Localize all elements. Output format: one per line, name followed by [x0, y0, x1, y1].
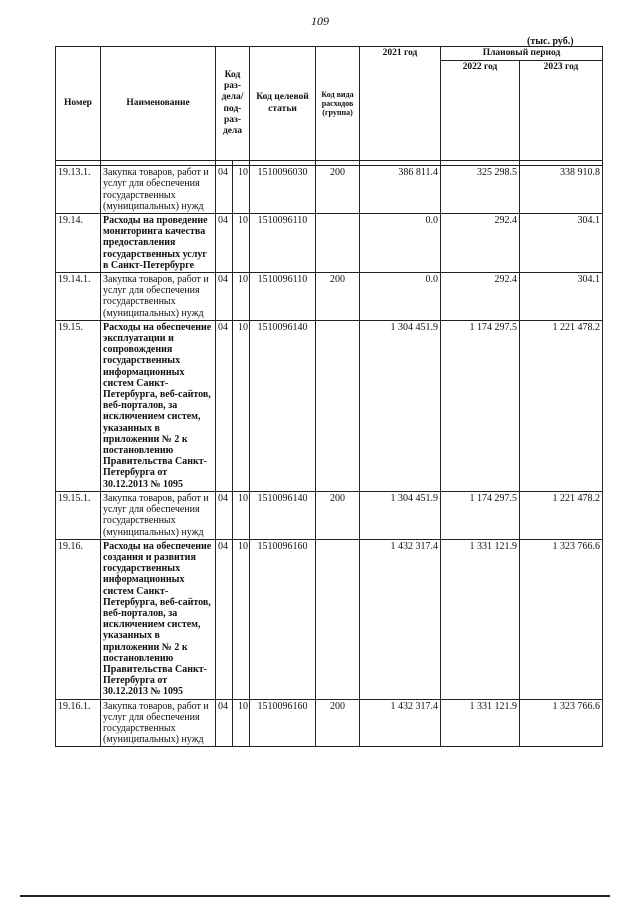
header-name: Наименование — [101, 47, 216, 161]
row-value-2023: 1 221 478.2 — [520, 491, 603, 539]
row-section: 04 — [216, 539, 233, 699]
row-target-code: 1510096030 — [250, 166, 316, 214]
header-expense-type: Код вида расходов (группа) — [316, 47, 360, 161]
row-section: 04 — [216, 699, 233, 747]
header-2022: 2022 год — [441, 61, 520, 161]
row-value-2023: 338 910.8 — [520, 166, 603, 214]
row-target-code: 1510096140 — [250, 491, 316, 539]
header-number: Номер — [56, 47, 101, 161]
header-2023: 2023 год — [520, 61, 603, 161]
row-subsection: 10 — [233, 320, 250, 491]
row-number: 19.13.1. — [56, 166, 101, 214]
row-subsection: 10 — [233, 491, 250, 539]
row-number: 19.15.1. — [56, 491, 101, 539]
row-section: 04 — [216, 491, 233, 539]
table-row — [56, 214, 603, 273]
row-name: Расходы на обеспечение эксплуатации и сопровождения государственных информационных систем Санкт-Петербурга, веб-сайтов, веб-порталов, за исключением систем, указанных в приложении № 2 к постановлению Правительства Санкт-Петербурга от 30.12.2013 № 1095 — [101, 320, 216, 491]
row-value-2021: 1 304 451.9 — [360, 320, 441, 491]
row-target-code: 1510096110 — [250, 214, 316, 273]
row-expense-type: 200 — [316, 699, 360, 747]
row-name: Закупка товаров, работ и услуг для обеспечения государственных (муниципальных) нужд — [101, 273, 216, 321]
row-target-code: 1510096110 — [250, 273, 316, 321]
row-value-2021: 0.0 — [360, 273, 441, 321]
row-value-2021: 1 432 317.4 — [360, 699, 441, 747]
row-value-2023: 1 323 766.6 — [520, 539, 603, 699]
row-subsection: 10 — [233, 273, 250, 321]
unit-note: (тыс. руб.) — [527, 36, 574, 47]
header-section: Код раз-дела/ под-раз-дела — [216, 47, 250, 161]
page-number: 109 — [311, 14, 329, 28]
row-name: Расходы на проведение мониторинга качества предоставления государственных услуг в Санкт-Петербурге — [101, 214, 216, 273]
row-expense-type: 200 — [316, 273, 360, 321]
footer-rule — [20, 895, 610, 897]
table-row — [56, 699, 603, 747]
row-number: 19.16.1. — [56, 699, 101, 747]
row-expense-type: 200 — [316, 166, 360, 214]
row-subsection: 10 — [233, 214, 250, 273]
table-row — [56, 166, 603, 214]
row-subsection: 10 — [233, 539, 250, 699]
table-row — [56, 273, 603, 321]
row-value-2021: 0.0 — [360, 214, 441, 273]
row-target-code: 1510096140 — [250, 320, 316, 491]
row-value-2023: 304.1 — [520, 214, 603, 273]
row-number: 19.16. — [56, 539, 101, 699]
row-section: 04 — [216, 166, 233, 214]
header-planned: Плановый период — [441, 47, 603, 61]
row-value-2023: 1 323 766.6 — [520, 699, 603, 747]
row-value-2022: 292.4 — [441, 214, 520, 273]
row-subsection: 10 — [233, 699, 250, 747]
row-name: Закупка товаров, работ и услуг для обеспечения государственных (муниципальных) нужд — [101, 166, 216, 214]
table-row — [56, 320, 603, 491]
row-name: Закупка товаров, работ и услуг для обеспечения государственных (муниципальных) нужд — [101, 699, 216, 747]
row-name: Закупка товаров, работ и услуг для обеспечения государственных (муниципальных) нужд — [101, 491, 216, 539]
row-value-2023: 304.1 — [520, 273, 603, 321]
row-subsection: 10 — [233, 166, 250, 214]
budget-table — [55, 46, 603, 747]
row-expense-type — [316, 320, 360, 491]
row-expense-type — [316, 539, 360, 699]
row-expense-type: 200 — [316, 491, 360, 539]
header-target: Код целевой статьи — [250, 47, 316, 161]
row-name: Расходы на обеспечение создания и развития государственных информационных систем Санкт-Петербурга, веб-сайтов, веб-порталов, за исключением систем, указанных в приложении № 2 к постановлению Правительства Санкт-Петербурга от 30.12.2013 № 1095 — [101, 539, 216, 699]
row-section: 04 — [216, 273, 233, 321]
header-row-top — [56, 47, 603, 61]
row-value-2021: 1 304 451.9 — [360, 491, 441, 539]
row-section: 04 — [216, 320, 233, 491]
table-body — [56, 166, 603, 747]
row-target-code: 1510096160 — [250, 699, 316, 747]
row-value-2022: 1 174 297.5 — [441, 491, 520, 539]
table-row — [56, 491, 603, 539]
header-2021: 2021 год — [360, 47, 441, 161]
row-number: 19.14. — [56, 214, 101, 273]
row-section: 04 — [216, 214, 233, 273]
row-value-2023: 1 221 478.2 — [520, 320, 603, 491]
row-value-2021: 386 811.4 — [360, 166, 441, 214]
row-value-2022: 1 331 121.9 — [441, 539, 520, 699]
row-number: 19.14.1. — [56, 273, 101, 321]
row-number: 19.15. — [56, 320, 101, 491]
row-value-2022: 1 331 121.9 — [441, 699, 520, 747]
row-expense-type — [316, 214, 360, 273]
table-row — [56, 539, 603, 699]
row-value-2022: 325 298.5 — [441, 166, 520, 214]
row-target-code: 1510096160 — [250, 539, 316, 699]
row-value-2022: 292.4 — [441, 273, 520, 321]
row-value-2022: 1 174 297.5 — [441, 320, 520, 491]
row-value-2021: 1 432 317.4 — [360, 539, 441, 699]
